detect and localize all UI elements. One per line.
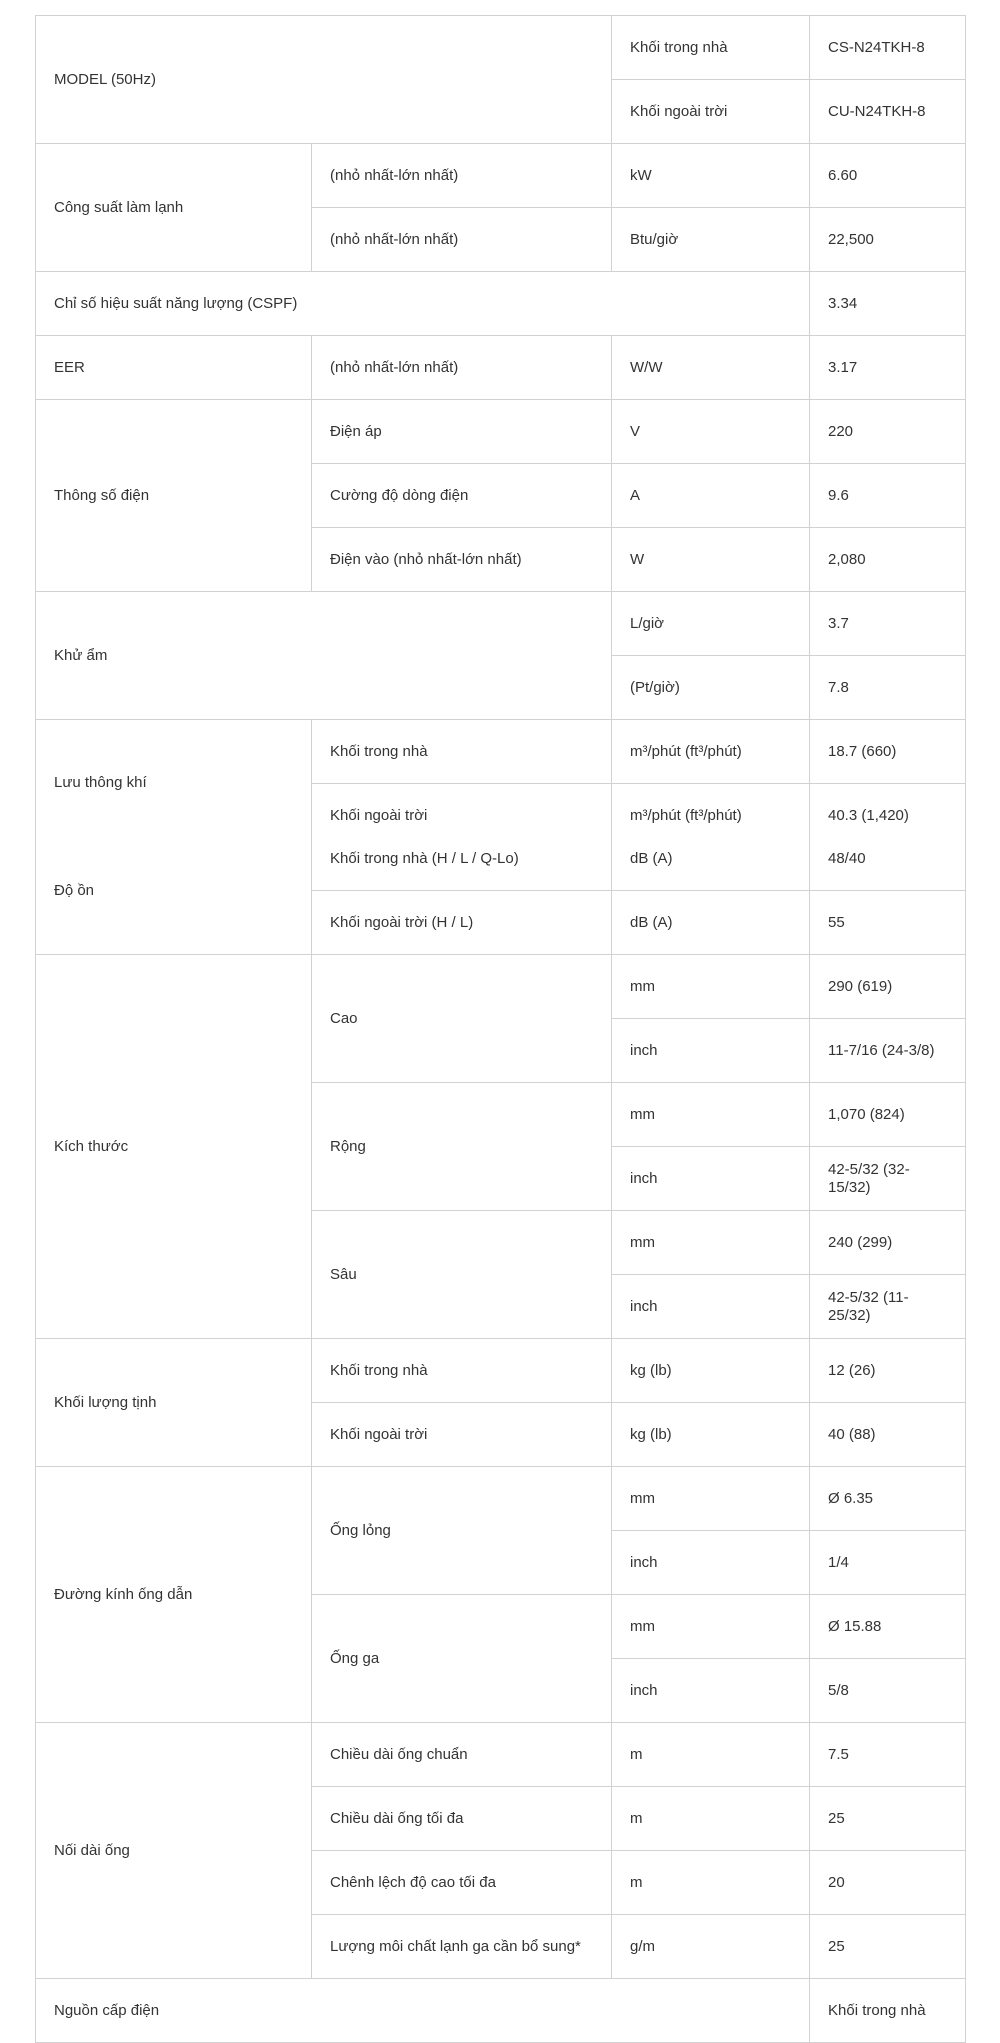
- dimensions-unit: inch: [612, 1275, 810, 1339]
- pipe-length-unit: m: [612, 1851, 810, 1915]
- pipe-diameter-value: 5/8: [810, 1659, 966, 1723]
- weight-unit: kg (lb): [612, 1339, 810, 1403]
- noise-outdoor-value: 55: [810, 891, 966, 955]
- spec-table-container: [35, 15, 965, 2043]
- electrical-sub: Cường độ dòng điện: [312, 464, 612, 528]
- weight-value: 12 (26): [810, 1339, 966, 1403]
- pipe-diameter-unit: inch: [612, 1531, 810, 1595]
- airflow-outdoor-unit: m³/phút (ft³/phút): [630, 806, 742, 824]
- airflow-indoor-unit: m³/phút (ft³/phút): [612, 720, 810, 784]
- dimensions-value: 1,070 (824): [810, 1083, 966, 1147]
- model-outdoor-value: CU-N24TKH-8: [810, 80, 966, 144]
- eer-unit: W/W: [612, 336, 810, 400]
- table-row: [36, 16, 966, 80]
- dimensions-label: Kích thước: [36, 955, 312, 1339]
- dimensions-value: 42-5/32 (32-15/32): [810, 1147, 966, 1211]
- pipe-diameter-value: Ø 6.35: [810, 1467, 966, 1531]
- model-indoor-label: Khối trong nhà: [612, 16, 810, 80]
- spec-table: [35, 15, 966, 2043]
- pipe-diameter-sub: Ống lỏng: [312, 1467, 612, 1595]
- eer-label: EER: [36, 336, 312, 400]
- dimensions-value: 42-5/32 (11-25/32): [810, 1275, 966, 1339]
- dimensions-sub: Rộng: [312, 1083, 612, 1211]
- pipe-diameter-unit: mm: [612, 1467, 810, 1531]
- airflow-outdoor-noise-indoor-value: [810, 784, 966, 891]
- weight-label: Khối lượng tịnh: [36, 1339, 312, 1467]
- model-indoor-value: CS-N24TKH-8: [810, 16, 966, 80]
- airflow-outdoor-value: 40.3 (1,420): [828, 806, 909, 824]
- dimensions-unit: mm: [612, 955, 810, 1019]
- dimensions-value: 290 (619): [810, 955, 966, 1019]
- table-row: [36, 1339, 966, 1403]
- noise-indoor-value: 48/40: [828, 849, 866, 867]
- dehumid-value: 3.7: [810, 592, 966, 656]
- weight-unit: kg (lb): [612, 1403, 810, 1467]
- dimensions-value: 240 (299): [810, 1211, 966, 1275]
- pipe-length-unit: m: [612, 1723, 810, 1787]
- dimensions-unit: mm: [612, 1083, 810, 1147]
- cooling-label: Công suất làm lạnh: [36, 144, 312, 272]
- table-row: [36, 955, 966, 1019]
- table-row: [36, 1467, 966, 1531]
- noise-label: Độ ồn: [54, 882, 95, 899]
- cooling-value: 6.60: [810, 144, 966, 208]
- weight-sub: Khối trong nhà: [312, 1339, 612, 1403]
- cooling-sub: (nhỏ nhất-lớn nhất): [312, 208, 612, 272]
- table-row: [36, 144, 966, 208]
- dehumid-unit: L/giờ: [612, 592, 810, 656]
- pipe-length-value: 25: [810, 1787, 966, 1851]
- power-source-label: Nguồn cấp điện: [36, 1979, 810, 2043]
- pipe-length-value: 20: [810, 1851, 966, 1915]
- electrical-unit: A: [612, 464, 810, 528]
- pipe-diameter-unit: inch: [612, 1659, 810, 1723]
- dimensions-sub: Sâu: [312, 1211, 612, 1339]
- electrical-unit: W: [612, 528, 810, 592]
- pipe-length-value: 25: [810, 1915, 966, 1979]
- dehumid-label: Khử ẩm: [36, 592, 612, 720]
- electrical-sub: Điện vào (nhỏ nhất-lớn nhất): [312, 528, 612, 592]
- pipe-diameter-sub: Ống ga: [312, 1595, 612, 1723]
- electrical-value: 9.6: [810, 464, 966, 528]
- dimensions-unit: inch: [612, 1147, 810, 1211]
- pipe-length-unit: m: [612, 1787, 810, 1851]
- electrical-value: 220: [810, 400, 966, 464]
- model-outdoor-label: Khối ngoài trời: [612, 80, 810, 144]
- pipe-length-sub: Chênh lệch độ cao tối đa: [312, 1851, 612, 1915]
- pipe-length-unit: g/m: [612, 1915, 810, 1979]
- airflow-label: Lưu thông khí: [54, 774, 147, 791]
- dehumid-unit: (Pt/giờ): [612, 656, 810, 720]
- pipe-diameter-value: 1/4: [810, 1531, 966, 1595]
- pipe-length-sub: Chiều dài ống chuẩn: [312, 1723, 612, 1787]
- electrical-unit: V: [612, 400, 810, 464]
- dimensions-value: 11-7/16 (24-3/8): [810, 1019, 966, 1083]
- eer-sub: (nhỏ nhất-lớn nhất): [312, 336, 612, 400]
- noise-indoor-unit: dB (A): [630, 849, 673, 867]
- cspf-value: 3.34: [810, 272, 966, 336]
- dimensions-unit: inch: [612, 1019, 810, 1083]
- pipe-length-label: Nối dài ống: [36, 1723, 312, 1979]
- cooling-unit: Btu/giờ: [612, 208, 810, 272]
- airflow-outdoor-noise-indoor-sub: [312, 784, 612, 891]
- table-row: [36, 336, 966, 400]
- power-source-value: Khối trong nhà: [810, 1979, 966, 2043]
- airflow-outdoor-sub: Khối ngoài trời: [330, 806, 428, 824]
- electrical-label: Thông số điện: [36, 400, 312, 592]
- cooling-sub: (nhỏ nhất-lớn nhất): [312, 144, 612, 208]
- cooling-value: 22,500: [810, 208, 966, 272]
- airflow-outdoor-noise-indoor-unit: [612, 784, 810, 891]
- pipe-length-value: 7.5: [810, 1723, 966, 1787]
- pipe-diameter-unit: mm: [612, 1595, 810, 1659]
- airflow-indoor-value: 18.7 (660): [810, 720, 966, 784]
- airflow-indoor-sub: Khối trong nhà: [312, 720, 612, 784]
- noise-outdoor-sub: Khối ngoài trời (H / L): [312, 891, 612, 955]
- table-row: [36, 1723, 966, 1787]
- cooling-unit: kW: [612, 144, 810, 208]
- table-row: [36, 400, 966, 464]
- noise-outdoor-unit: dB (A): [612, 891, 810, 955]
- electrical-sub: Điện áp: [312, 400, 612, 464]
- table-row: [36, 720, 966, 784]
- weight-value: 40 (88): [810, 1403, 966, 1467]
- dimensions-unit: mm: [612, 1211, 810, 1275]
- table-row: [36, 592, 966, 656]
- pipe-diameter-value: Ø 15.88: [810, 1595, 966, 1659]
- noise-indoor-sub: Khối trong nhà (H / L / Q-Lo): [330, 849, 519, 867]
- airflow-noise-label-cell: [36, 720, 312, 955]
- weight-sub: Khối ngoài trời: [312, 1403, 612, 1467]
- dehumid-value: 7.8: [810, 656, 966, 720]
- electrical-value: 2,080: [810, 528, 966, 592]
- model-label: MODEL (50Hz): [36, 16, 612, 144]
- cspf-label: Chỉ số hiệu suất năng lượng (CSPF): [36, 272, 810, 336]
- pipe-length-sub: Lượng môi chất lạnh ga cần bổ sung*: [312, 1915, 612, 1979]
- table-row: [36, 1979, 966, 2043]
- pipe-length-sub: Chiều dài ống tối đa: [312, 1787, 612, 1851]
- dimensions-sub: Cao: [312, 955, 612, 1083]
- table-row: [36, 272, 966, 336]
- eer-value: 3.17: [810, 336, 966, 400]
- pipe-diameter-label: Đường kính ống dẫn: [36, 1467, 312, 1723]
